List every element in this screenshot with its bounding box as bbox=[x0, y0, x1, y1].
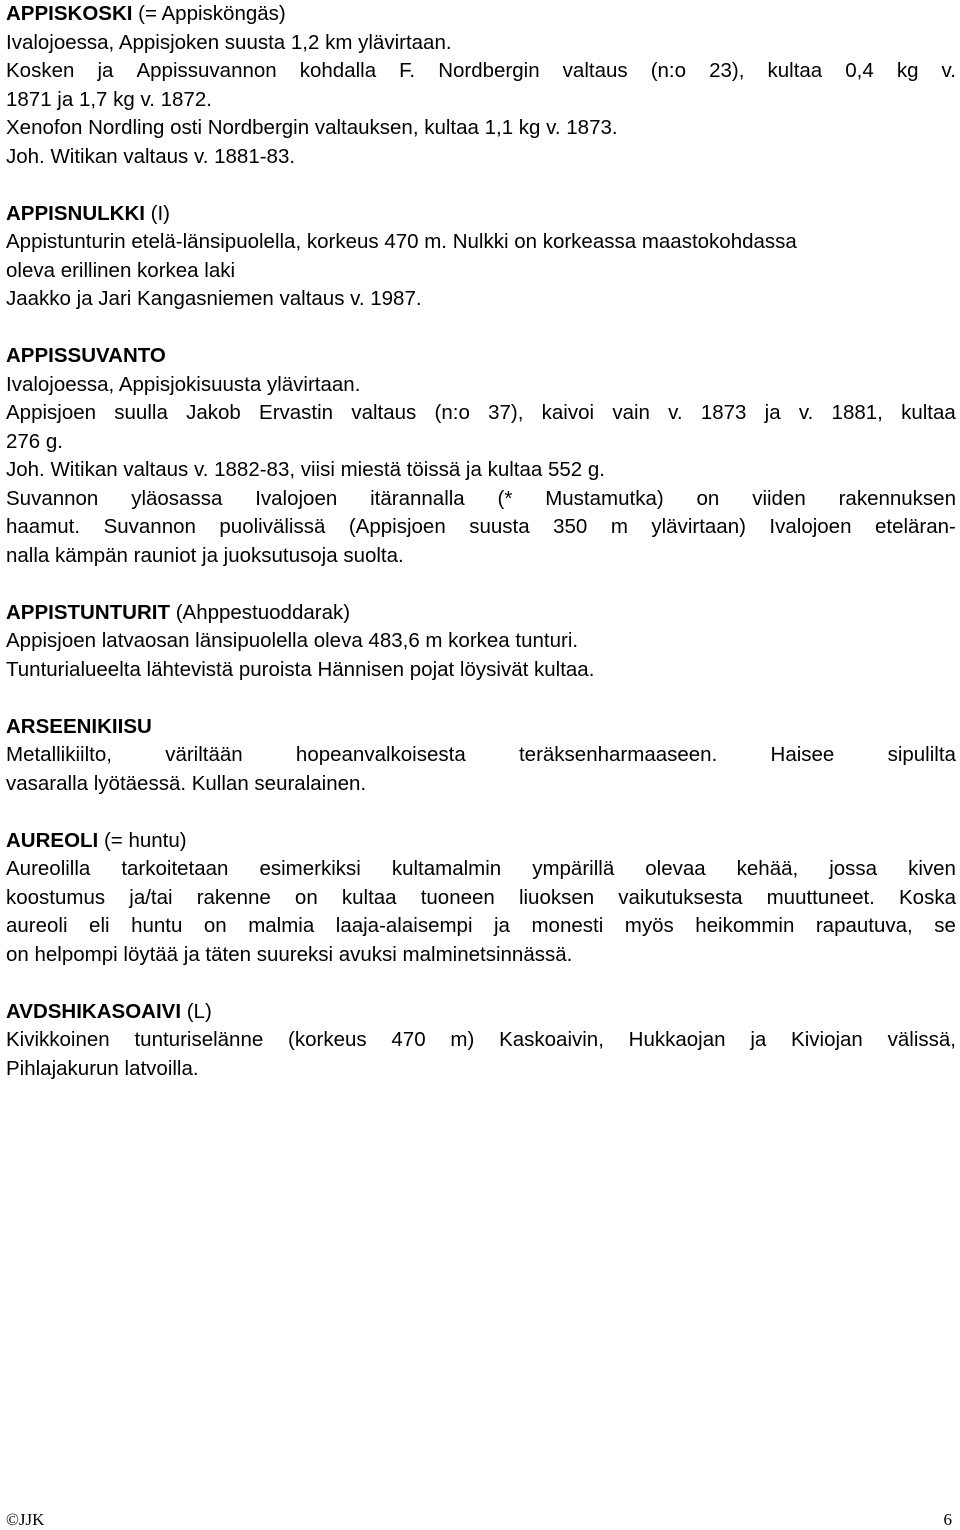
entry-qualifier: (L) bbox=[181, 999, 212, 1023]
entry-text-line: koostumus ja/tai rakenne on kultaa tuoneen liuoksen vaikutuksesta muuttuneet. Koska bbox=[6, 885, 956, 909]
page-number: 6 bbox=[943, 1510, 952, 1529]
entry-spacer bbox=[6, 314, 956, 343]
entry-text-line: nalla kämpän rauniot ja juoksutusoja suolta. bbox=[6, 543, 404, 567]
entry-qualifier: (= Appisköngäs) bbox=[132, 2, 286, 25]
glossary-entry bbox=[6, 342, 956, 570]
entry-heading bbox=[6, 827, 956, 856]
entry-text-line: 276 g. bbox=[6, 429, 63, 453]
entry-term: AVDSHIKASOAIVI bbox=[6, 999, 182, 1023]
entry-text-line: Ivalojoessa, Appisjoken suusta 1,2 km ylävirtaan. bbox=[6, 30, 452, 54]
glossary-entry bbox=[6, 599, 956, 685]
entry-text-line: Xenofon Nordling osti Nordbergin valtauksen, kultaa 1,1 kg v. 1873. bbox=[6, 116, 618, 139]
entry-text-line: oleva erillinen korkea laki bbox=[6, 258, 236, 282]
entry-text-line: haamut. Suvannon puolivälissä (Appisjoen suusta 350 m ylävirtaan) Ivalojoen eteläran- bbox=[6, 515, 956, 538]
entry-text-line: Joh. Witikan valtaus v. 1881-83. bbox=[6, 144, 296, 168]
entry-heading bbox=[6, 713, 956, 742]
entry-term: APPISNULKKI bbox=[6, 201, 145, 225]
entry-text-line: Joh. Witikan valtaus v. 1882-83, viisi miestä töissä ja kultaa 552 g. bbox=[6, 458, 605, 481]
entry-term: APPISTUNTURIT bbox=[6, 600, 170, 624]
glossary-entry bbox=[6, 0, 956, 171]
copyright-label: ©JJK bbox=[6, 1510, 45, 1529]
entry-text-line: 1871 ja 1,7 kg v. 1872. bbox=[6, 87, 212, 111]
page-footer bbox=[6, 1510, 952, 1530]
entry-text-line: Tunturialueelta lähtevistä puroista Hännisen pojat löysivät kultaa. bbox=[6, 657, 595, 681]
entry-spacer bbox=[6, 969, 956, 998]
document-page bbox=[6, 0, 956, 1083]
entry-qualifier: (Ahppestuoddarak) bbox=[170, 600, 351, 624]
entry-text-line: on helpompi löytää ja täten suureksi avuksi malminetsinnässä. bbox=[6, 942, 573, 966]
entry-text-line: Appisjoen latvaosan länsipuolella oleva 483,6 m korkea tunturi. bbox=[6, 629, 579, 652]
glossary-entry bbox=[6, 998, 956, 1084]
entry-text-line: Kosken ja Appissuvannon kohdalla F. Nordbergin valtaus (n:o 23), kultaa 0,4 kg v. bbox=[6, 59, 956, 82]
entry-text-line: vasaralla lyötäessä. Kullan seuralainen. bbox=[6, 771, 367, 795]
entry-heading bbox=[6, 342, 956, 371]
entry-spacer bbox=[6, 684, 956, 713]
glossary-entry bbox=[6, 827, 956, 970]
entry-heading bbox=[6, 0, 956, 29]
entry-text-line: Suvannon yläosassa Ivalojoen itärannalla (* Mustamutka) on viiden rakennuksen bbox=[6, 486, 956, 510]
glossary-entry bbox=[6, 200, 956, 314]
glossary-entry bbox=[6, 713, 956, 799]
entry-heading bbox=[6, 200, 956, 229]
entry-text-line: Aureolilla tarkoitetaan esimerkiksi kultamalmin ympärillä olevaa kehää, jossa kiven bbox=[6, 857, 956, 880]
entry-spacer bbox=[6, 171, 956, 200]
entry-text-line: Metallikiilto, väriltään hopeanvalkoisesta teräksenharmaaseen. Haisee sipulilta bbox=[6, 743, 956, 766]
entry-text-line: aureoli eli huntu on malmia laaja-alaisempi ja monesti myös heikommin rapautuva, se bbox=[6, 914, 956, 937]
entry-qualifier: (= huntu) bbox=[98, 828, 187, 852]
entry-term: APPISSUVANTO bbox=[6, 344, 166, 367]
entry-term: AUREOLI bbox=[6, 828, 99, 852]
entry-heading bbox=[6, 599, 956, 628]
entry-term: APPISKOSKI bbox=[6, 2, 133, 25]
entry-spacer bbox=[6, 798, 956, 827]
entry-qualifier: (I) bbox=[144, 201, 171, 225]
entry-text-line: Appisjoen suulla Jakob Ervastin valtaus (n:o 37), kaivoi vain v. 1873 ja v. 1881, kultaa bbox=[6, 401, 956, 424]
entry-spacer bbox=[6, 570, 956, 599]
entry-text-line: Jaakko ja Jari Kangasniemen valtaus v. 1987. bbox=[6, 287, 422, 310]
entry-text-line: Kivikkoinen tunturiselänne (korkeus 470 m) Kaskoaivin, Hukkaojan ja Kiviojan välissä, bbox=[6, 1028, 956, 1051]
entry-text-line: Appistunturin etelä-länsipuolella, korkeus 470 m. Nulkki on korkeassa maastokohdassa bbox=[6, 230, 797, 253]
entry-text-line: Ivalojoessa, Appisjokisuusta ylävirtaan. bbox=[6, 372, 361, 396]
entry-term: ARSEENIKIISU bbox=[6, 714, 152, 738]
entry-text-line: Pihlajakurun latvoilla. bbox=[6, 1056, 199, 1080]
entry-heading bbox=[6, 998, 956, 1027]
